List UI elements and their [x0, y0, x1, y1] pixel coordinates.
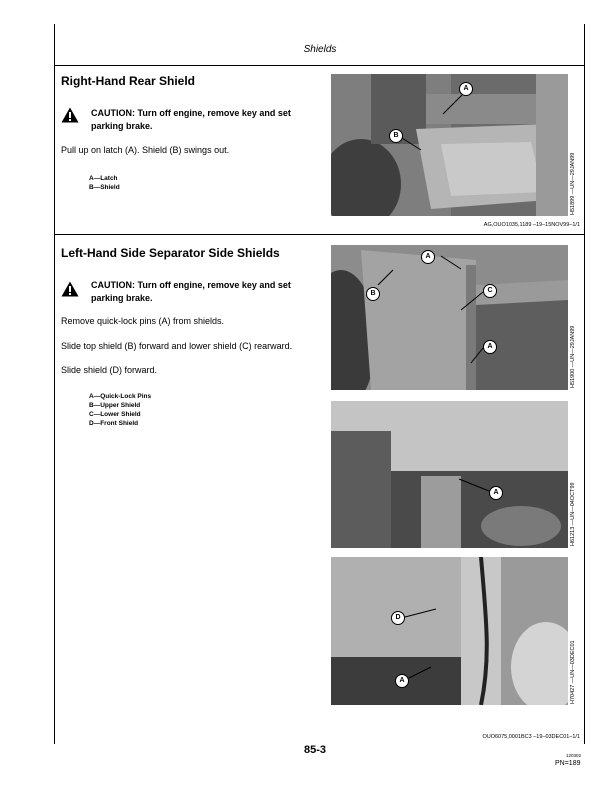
page-frame-right: [584, 24, 585, 744]
instruction-text: Pull up on latch (A). Shield (B) swings out.: [61, 145, 230, 155]
page-number: 85-3: [304, 744, 327, 756]
instruction-text: Slide shield (D) forward.: [61, 365, 158, 375]
callout-a: A: [459, 82, 473, 96]
callout-a: A: [395, 674, 409, 688]
page-frame-left: [54, 24, 55, 744]
caution-text: CAUTION: Turn off engine, remove key and set parking brake.: [91, 108, 291, 131]
legend: [89, 174, 120, 192]
section-title: Left-Hand Side Separator Side Shields: [61, 246, 280, 260]
section-title: Right-Hand Rear Shield: [61, 74, 196, 88]
caution-icon: [61, 281, 79, 297]
legend-item: A—Latch: [89, 175, 118, 182]
instruction-text: Remove quick-lock pins (A) from shields.: [61, 316, 225, 326]
callout-arrows: [331, 401, 568, 548]
legend-item: C—Lower Shield: [89, 411, 141, 418]
caution-text: CAUTION: Turn off engine, remove key and set parking brake.: [91, 280, 291, 303]
callout-c: C: [483, 284, 497, 298]
instruction-text: Slide top shield (B) forward and lower shield (C) rearward.: [61, 341, 293, 351]
legend-item: A—Quick-Lock Pins: [89, 393, 152, 400]
callout-a: A: [483, 340, 497, 354]
callout-b: B: [389, 129, 403, 143]
callout-arrows: [331, 74, 568, 216]
image-code: H51899 —UN—29JAN99: [570, 152, 576, 215]
part-number: PN=189: [555, 760, 581, 767]
section-divider: [54, 234, 585, 235]
section-divider: [54, 65, 585, 66]
legend: [89, 392, 151, 428]
image-code: H51900 —UN—29JAN99: [570, 325, 576, 388]
callout-arrows: [331, 557, 568, 705]
image-code: H70427 —UN—03DEC01: [570, 640, 576, 704]
reference-code: OUO6075,0001BC3 –19–03DEC01–1/1: [482, 734, 580, 740]
callout-a: A: [421, 250, 435, 264]
callout-arrows: [331, 245, 568, 390]
callout-a: A: [489, 486, 503, 500]
caution-icon: [61, 107, 79, 123]
legend-item: B—Shield: [89, 184, 120, 191]
footer-code: 120302: [566, 753, 582, 758]
callout-b: B: [366, 287, 380, 301]
image-code: H61213 —UN—04OCT99: [570, 482, 576, 546]
legend-item: D—Front Shield: [89, 420, 139, 427]
running-header: Shields: [303, 44, 337, 55]
callout-d: D: [391, 611, 405, 625]
reference-code: AG,OUO1035,1189 –19–15NOV99–1/1: [483, 222, 580, 228]
legend-item: B—Upper Shield: [89, 402, 141, 409]
